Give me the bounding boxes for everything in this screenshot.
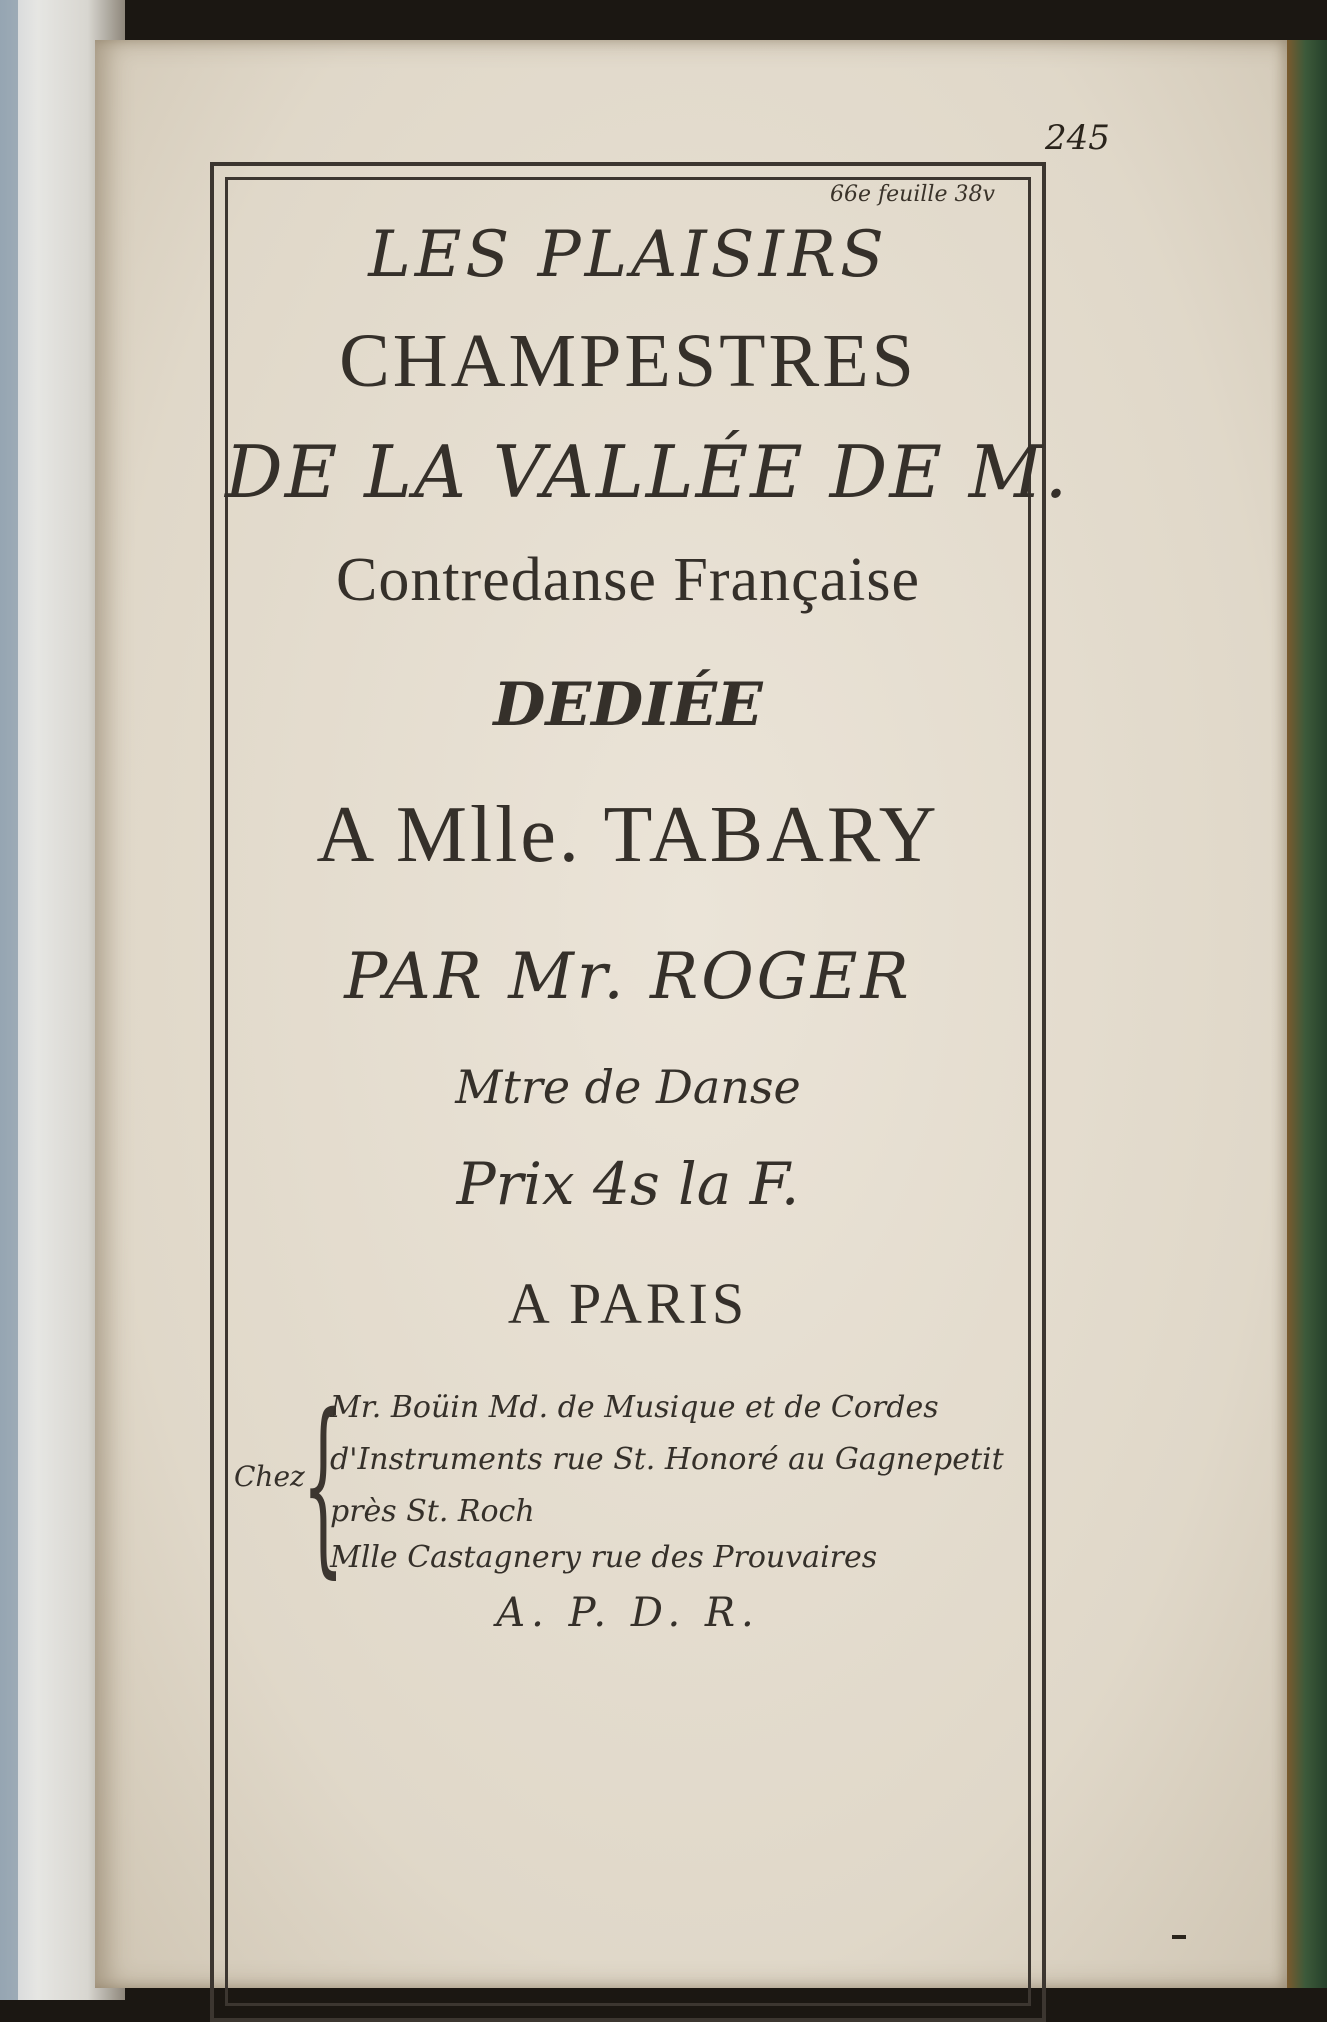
margin-mark xyxy=(1172,1935,1186,1939)
publisher-line-2: d'Instruments rue St. Honoré au Gagnepetit xyxy=(330,1442,1004,1477)
chez-label: Chez xyxy=(234,1460,305,1493)
previous-page-shadow xyxy=(0,0,18,2000)
city-line: A PARIS xyxy=(507,1271,749,1336)
brace-glyph: { xyxy=(302,1374,345,1595)
folio-number: 245 xyxy=(1045,118,1110,158)
title-line-1: LES PLAISIRS xyxy=(368,218,888,292)
publisher-line-1: Mr. Boüin Md. de Musique et de Cordes xyxy=(330,1390,939,1425)
privilege-mark: A. P. D. R. xyxy=(496,1590,760,1636)
title-line-2: CHAMPESTRES xyxy=(339,319,917,403)
sheet-annotation: 66e feuille 38v xyxy=(830,182,995,207)
book-binding-edge xyxy=(1287,40,1327,1988)
dedicatee: A Mlle. TABARY xyxy=(316,791,940,879)
publisher-line-3: près St. Roch xyxy=(330,1494,535,1529)
author-line: PAR Mr. ROGER xyxy=(344,940,912,1014)
dedication-heading: DEDIÉE xyxy=(493,670,763,740)
title-line-3: DE LA VALLÉE DE M. xyxy=(225,430,1070,514)
author-profession: Mtre de Danse xyxy=(455,1060,801,1114)
publisher-line-4: Mlle Castagnery rue des Prouvaires xyxy=(330,1540,878,1575)
price-line: Prix 4s la F. xyxy=(456,1150,800,1218)
subtitle-genre: Contredanse Française xyxy=(336,546,920,614)
